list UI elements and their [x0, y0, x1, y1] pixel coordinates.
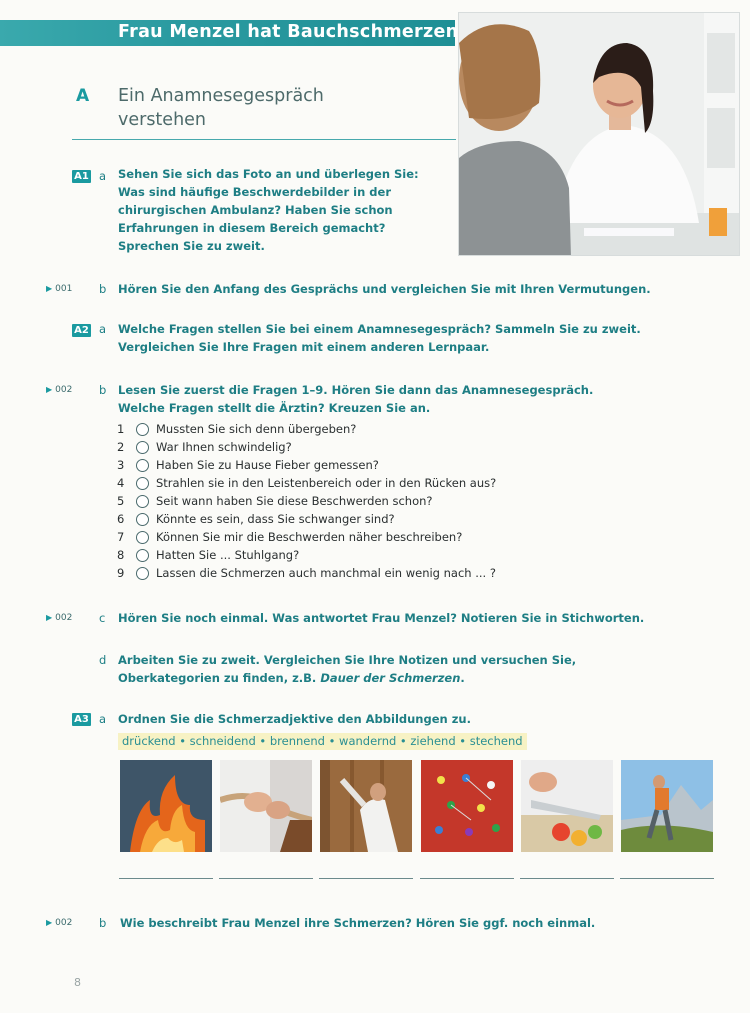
knife-cutting-image — [521, 760, 613, 852]
text-line: Welche Fragen stellen Sie bei einem Anamnesegespräch? Sammeln Sie zu zweit. — [118, 322, 641, 336]
answer-line[interactable] — [119, 878, 213, 879]
item-text: Könnte es sein, dass Sie schwanger sind? — [156, 512, 395, 526]
task-a3-a-text: Ordnen Sie die Schmerzadjektive den Abbildungen zu. — [118, 712, 471, 726]
subtask-letter: d — [99, 653, 107, 667]
task-badge-a1: A1 — [72, 170, 91, 183]
doctor-consultation-photo — [458, 12, 740, 256]
item-number: 4 — [117, 476, 125, 490]
item-text: War Ihnen schwindelig? — [156, 440, 292, 454]
audio-track[interactable] — [46, 918, 72, 928]
section-title-line1: Ein Anamnesegespräch — [118, 86, 324, 106]
task-a2-a-text — [118, 320, 641, 356]
subtask-letter: a — [99, 712, 107, 726]
task-a1-a-text — [118, 165, 419, 255]
answer-checkbox[interactable] — [136, 459, 149, 472]
item-text: Strahlen sie in den Leistenbereich oder in den Rücken aus? — [156, 476, 497, 490]
answer-checkbox[interactable] — [136, 567, 149, 580]
play-icon[interactable]: ▶ — [46, 385, 53, 394]
answer-line[interactable] — [420, 878, 514, 879]
item-text: Seit wann haben Sie diese Beschwerden schon? — [156, 494, 433, 508]
subtask-letter: c — [99, 611, 106, 625]
text-line — [118, 669, 576, 687]
example-term: Dauer der Schmerzen — [320, 671, 461, 685]
page-number: 8 — [74, 976, 81, 989]
audio-track-number: 001 — [55, 284, 73, 294]
answer-checkbox[interactable] — [136, 531, 149, 544]
adjective-word-bank: drückend • schneidend • brennend • wandernd • ziehend • stechend — [118, 733, 527, 750]
section-title-line2: verstehen — [118, 110, 207, 130]
hiking-image — [621, 760, 713, 852]
audio-track[interactable] — [46, 284, 72, 294]
item-number: 2 — [117, 440, 125, 454]
subtask-letter: a — [99, 322, 107, 336]
answer-line[interactable] — [520, 878, 614, 879]
task-a2-d-text — [118, 651, 576, 687]
answer-checkbox[interactable] — [136, 441, 149, 454]
item-number: 5 — [117, 494, 125, 508]
answer-line[interactable] — [620, 878, 714, 879]
item-text: Haben Sie zu Hause Fieber gemessen? — [156, 458, 379, 472]
item-number: 8 — [117, 548, 125, 562]
task-a3-b-text: Wie beschreibt Frau Menzel ihre Schmerzen? Hören Sie ggf. noch einmal. — [120, 916, 596, 930]
audio-track-number: 002 — [55, 918, 73, 928]
audio-track[interactable] — [46, 385, 72, 395]
task-badge-a3: A3 — [72, 713, 91, 726]
item-number: 9 — [117, 566, 125, 580]
task-a2-c-text: Hören Sie noch einmal. Was antwortet Frau Menzel? Notieren Sie in Stichworten. — [118, 611, 645, 625]
answer-line[interactable] — [219, 878, 313, 879]
text-line: chirurgischen Ambulanz? Haben Sie schon — [118, 203, 393, 217]
audio-track[interactable] — [46, 613, 72, 623]
audio-track-number: 002 — [55, 385, 73, 395]
text-line: Sprechen Sie zu zweit. — [118, 239, 265, 253]
subtask-letter: b — [99, 916, 107, 930]
item-text: Hatten Sie ... Stuhlgang? — [156, 548, 300, 562]
item-number: 3 — [117, 458, 125, 472]
section-title — [118, 84, 418, 132]
section-letter: A — [76, 86, 90, 106]
play-icon[interactable]: ▶ — [46, 613, 53, 622]
text-line: Was sind häufige Beschwerdebilder in der — [118, 185, 391, 199]
play-icon[interactable]: ▶ — [46, 918, 53, 927]
text-line: Welche Fragen stellt die Ärztin? Kreuzen Sie an. — [118, 401, 431, 415]
text-line: Arbeiten Sie zu zweit. Vergleichen Sie Ihre Notizen und versuchen Sie, — [118, 653, 577, 667]
subtask-letter: b — [99, 282, 107, 296]
pressing-wall-image — [320, 760, 412, 852]
task-a2-b-text — [118, 381, 593, 417]
audio-track-number: 002 — [55, 613, 73, 623]
text-line: Sehen Sie sich das Foto an und überlegen Sie: — [118, 167, 419, 181]
item-number: 6 — [117, 512, 125, 526]
text-line: Vergleichen Sie Ihre Fragen mit einem anderen Lernpaar. — [118, 340, 490, 354]
play-icon[interactable]: ▶ — [46, 284, 53, 293]
rope-pulling-image — [220, 760, 312, 852]
item-number: 1 — [117, 422, 125, 436]
task-a1-b-text: Hören Sie den Anfang des Gesprächs und vergleichen Sie mit Ihren Vermutungen. — [118, 282, 651, 296]
item-text: Mussten Sie sich denn übergeben? — [156, 422, 357, 436]
page-title: Frau Menzel hat Bauchschmerzen — [118, 22, 459, 42]
text-segment: . — [460, 671, 465, 685]
answer-line[interactable] — [319, 878, 413, 879]
answer-checkbox[interactable] — [136, 549, 149, 562]
subtask-letter: a — [99, 169, 107, 183]
item-number: 7 — [117, 530, 125, 544]
fire-image — [120, 760, 212, 852]
answer-checkbox[interactable] — [136, 513, 149, 526]
text-segment: Oberkategorien zu finden, z.B. — [118, 671, 321, 685]
text-line: Lesen Sie zuerst die Fragen 1–9. Hören Sie dann das Anamnesegespräch. — [118, 383, 594, 397]
section-divider — [72, 139, 456, 140]
pins-image — [421, 760, 513, 852]
task-badge-a2: A2 — [72, 324, 91, 337]
item-text: Lassen die Schmerzen auch manchmal ein wenig nach ... ? — [156, 566, 496, 580]
item-text: Können Sie mir die Beschwerden näher beschreiben? — [156, 530, 463, 544]
answer-checkbox[interactable] — [136, 477, 149, 490]
answer-checkbox[interactable] — [136, 423, 149, 436]
answer-checkbox[interactable] — [136, 495, 149, 508]
text-line: Erfahrungen in diesem Bereich gemacht? — [118, 221, 386, 235]
subtask-letter: b — [99, 383, 107, 397]
